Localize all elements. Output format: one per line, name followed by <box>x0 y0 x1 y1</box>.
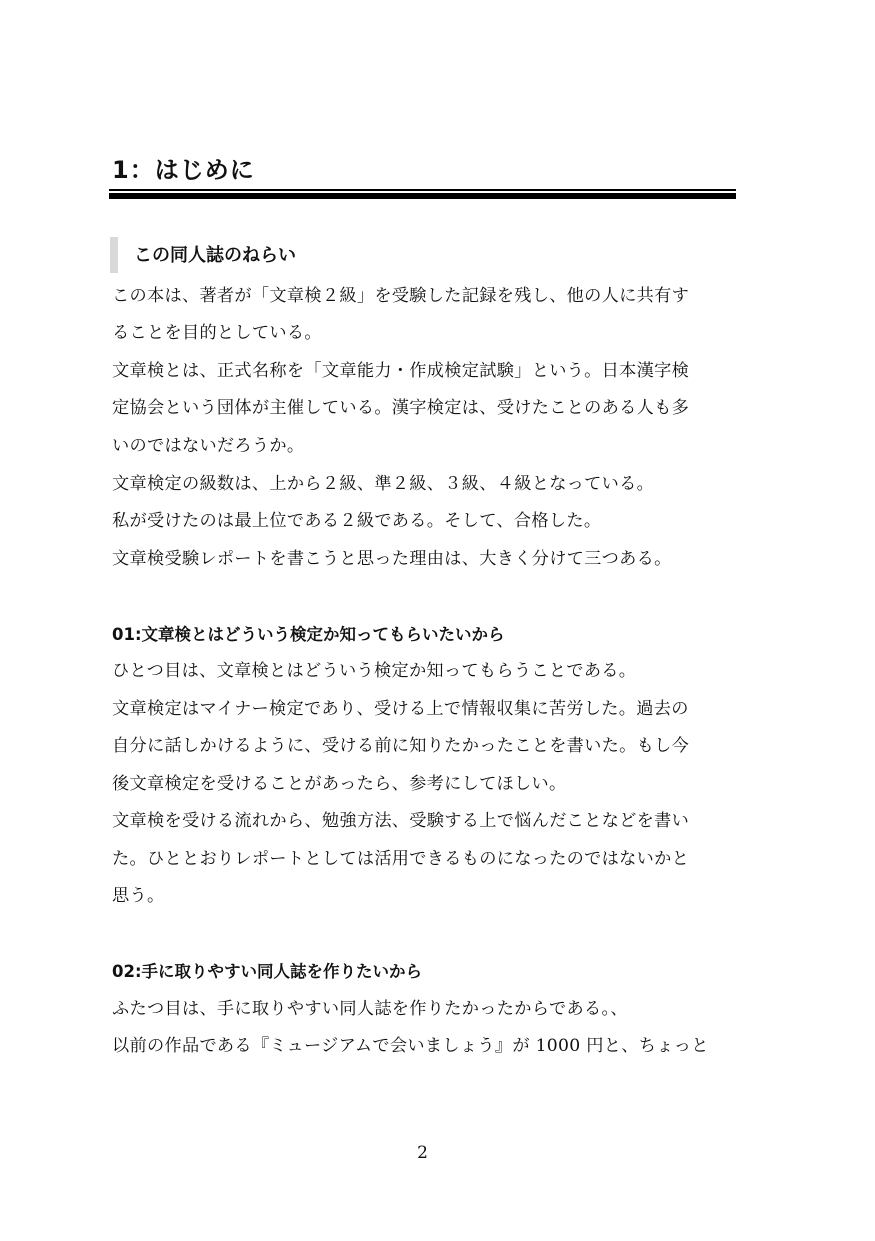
page-number: 2 <box>417 1143 428 1163</box>
reason1-line: 思う。 <box>112 886 165 906</box>
intro-line: 文章検とは、正式名称を「文章能力・作成検定試験」という。日本漢字検 <box>112 361 690 381</box>
reason2-heading: 02:手に取りやすい同人誌を作りたいから <box>112 962 423 981</box>
reason1-line: 自分に話しかけるように、受ける前に知りたかったことを書いた。もし今 <box>112 736 690 756</box>
reason2-line: ふたつ目は、手に取りやすい同人誌を作りたかったからである。、 <box>112 999 628 1019</box>
intro-line: 私が受けたのは最上位である２級である。そして、合格した。 <box>112 511 602 531</box>
reason1-line: 文章検定はマイナー検定であり、受ける上で情報収集に苦労した。過去の <box>112 699 689 719</box>
chapter-title: 1：はじめに <box>112 156 255 184</box>
reason1-heading: 01:文章検とはどういう検定か知ってもらいたいから <box>112 625 505 644</box>
intro-line: いのではないだろうか。 <box>112 436 305 456</box>
section-heading <box>110 237 730 273</box>
reason2-line: 以前の作品である『ミュージアムで会いましょう』が 1000 円と、ちょっと <box>112 1036 709 1056</box>
chapter-rule-thick <box>109 193 736 199</box>
reason1-line: 文章検を受ける流れから、勉強方法、受験する上で悩んだことなどを書い <box>112 811 690 831</box>
chapter-rule-thin <box>109 189 736 191</box>
reason1-line: 後文章検定を受けることがあったら、参考にしてほしい。 <box>112 774 567 794</box>
intro-line: 定協会という団体が主催している。漢字検定は、受けたことのある人も多 <box>112 398 690 418</box>
section-heading-bar <box>110 237 118 273</box>
intro-line: 文章検受験レポートを書こうと思った理由は、大きく分けて三つある。 <box>112 549 672 569</box>
intro-line: 文章検定の級数は、上から２級、準２級、３級、４級となっている。 <box>112 474 655 494</box>
intro-line: この本は、著者が「文章検２級」を受験した記録を残し、他の人に共有す <box>112 286 690 306</box>
intro-line: ることを目的としている。 <box>112 323 322 343</box>
section-title: この同人誌のねらい <box>134 245 296 266</box>
reason1-line: た。ひととおりレポートとしては活用できるものになったのではないかと <box>112 849 690 869</box>
reason1-line: ひとつ目は、文章検とはどういう検定か知ってもらうことである。 <box>112 661 637 681</box>
